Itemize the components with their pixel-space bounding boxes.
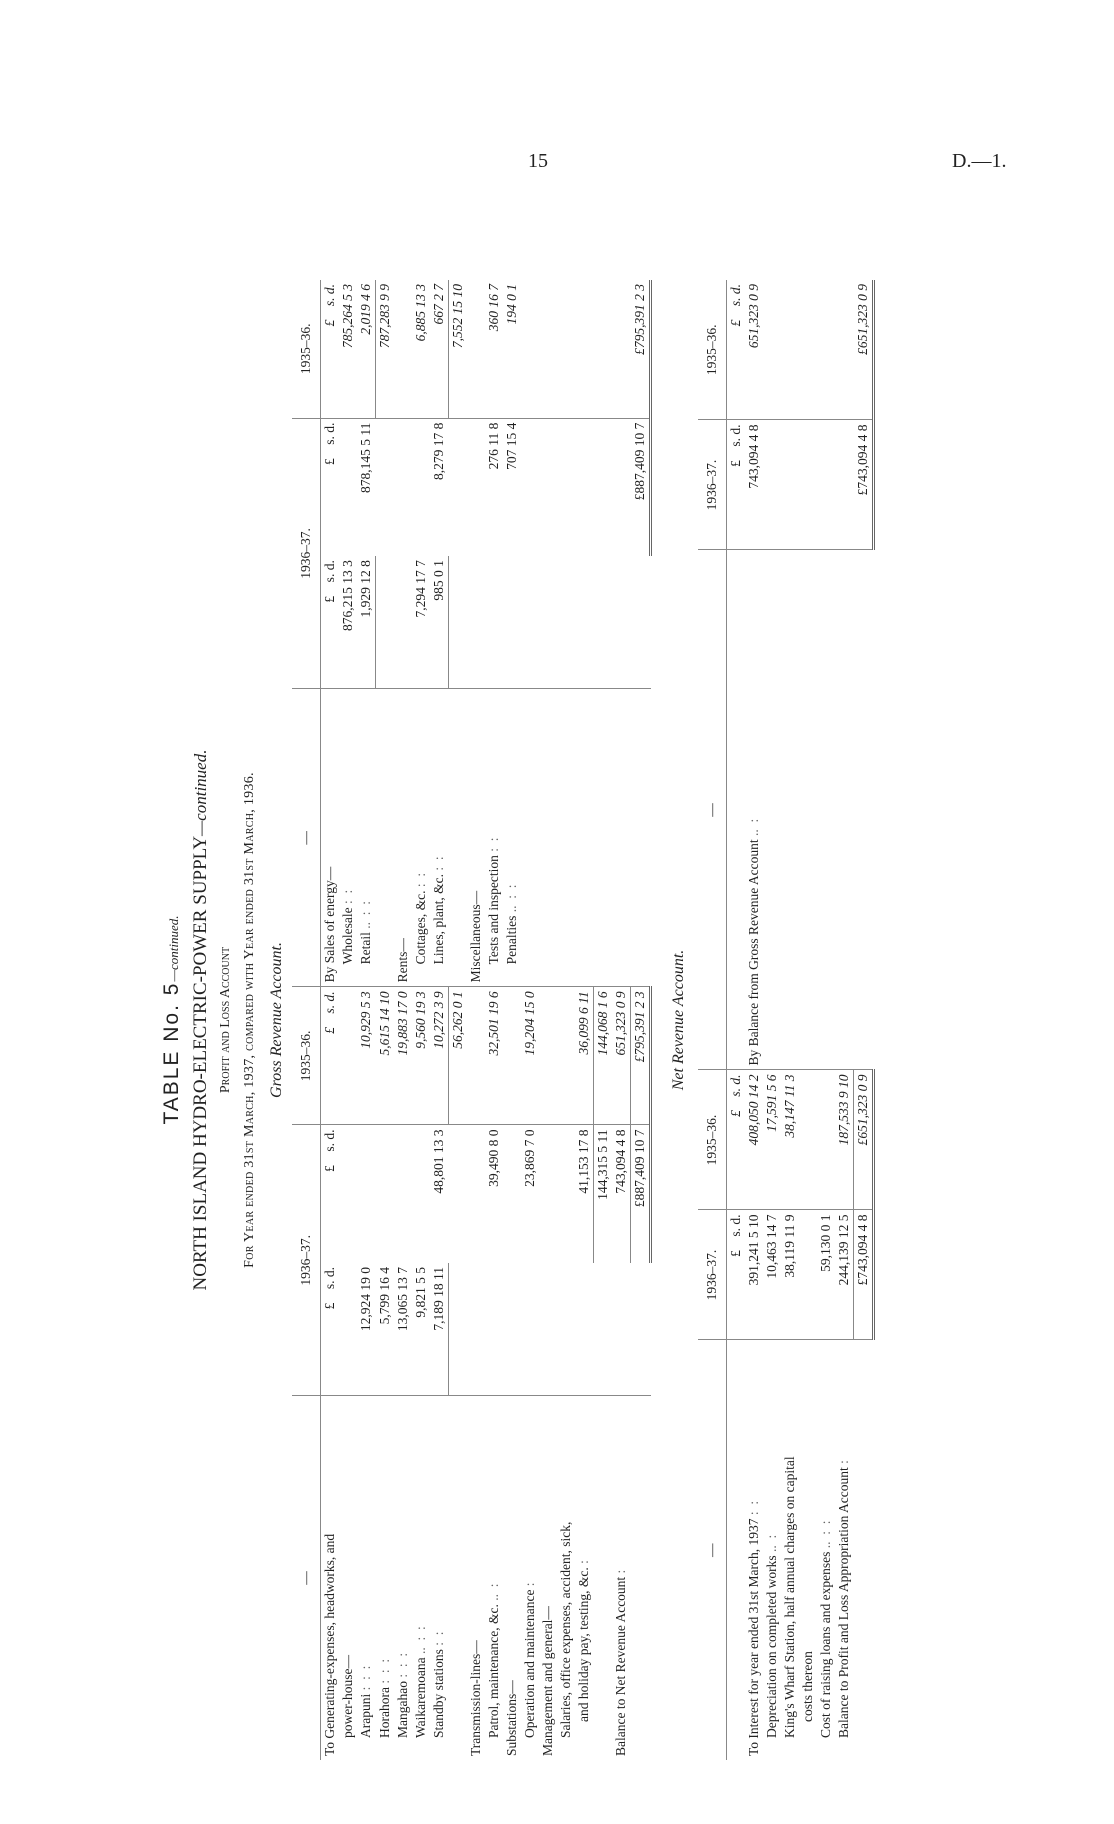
station-1936-37: 5,799 16 4 <box>376 1263 395 1396</box>
tests-1936-37: 276 11 8 <box>486 422 501 470</box>
balance-label: Balance to Net Revenue Account : <box>613 1569 628 1756</box>
station-1936-37: 12,924 19 0 <box>357 1263 376 1396</box>
subtitle: Profit and Loss Account <box>218 946 233 1094</box>
net-balance-1936-37: 743,094 4 8 <box>745 420 763 550</box>
table-row <box>321 280 340 1760</box>
wholesale-1935-36: 785,264 5 3 <box>339 280 357 418</box>
station-name: Horahora : : : <box>376 1658 392 1738</box>
net-right-total-1935-36: £651,323 0 9 <box>854 280 874 420</box>
lines-label: Lines, plant, &c. : : <box>430 689 449 987</box>
document-reference: D.—1. <box>952 150 1007 172</box>
mgmt-item: Salaries, office expenses, accident, sick, <box>558 1521 573 1738</box>
table-row <box>817 280 835 1760</box>
retail-1936-37: 1,929 12 8 <box>357 556 376 689</box>
rents-head: Rents— <box>394 689 412 987</box>
station-1935-36: 10,272 3 9 <box>430 987 449 1125</box>
sub-item: Operation and maintenance : <box>522 1582 537 1738</box>
table-row <box>357 280 376 1760</box>
rotated-table-sheet <box>150 240 1050 1800</box>
table-row <box>467 280 485 1760</box>
depreciation-1936-37: 10,463 14 7 <box>763 1210 781 1340</box>
trans-1936-37: 39,490 8 0 <box>486 1129 501 1187</box>
balance-1935-36: 651,323 0 9 <box>612 987 631 1125</box>
station-1936-37: 7,189 18 11 <box>430 1263 449 1396</box>
net-left-total-1935-36: £651,323 0 9 <box>854 1070 874 1210</box>
table-row <box>449 280 468 1760</box>
loans-1936-37: 59,130 0 1 <box>817 1210 835 1340</box>
gen-total-1935-36: 56,262 0 1 <box>449 987 468 1125</box>
penalties-label: Penalties .. : : <box>503 689 521 987</box>
gross-right-total-1935-36: £795,391 2 3 <box>631 280 651 418</box>
net-left-total-1936-37: £743,094 4 8 <box>854 1210 874 1340</box>
table-row <box>376 280 395 1760</box>
gen-head: To Generating-expenses, headworks, and <box>322 1533 337 1756</box>
table-row <box>430 280 449 1760</box>
gross-right-dash: — <box>292 689 321 987</box>
balance-1936-37: 743,094 4 8 <box>612 1125 631 1263</box>
lsd-units: £ s. d. <box>727 1070 746 1210</box>
gross-left-dash: — <box>292 1396 321 1760</box>
net-revenue-title: Net Revenue Account. <box>670 949 687 1091</box>
table-row <box>631 280 651 1760</box>
table-row <box>539 280 557 1760</box>
station-name: Standby stations : : <box>431 1631 446 1738</box>
table-row <box>612 280 631 1760</box>
lsd-units: £ s. d. <box>321 556 340 689</box>
table-row <box>575 280 594 1760</box>
gross-header-row <box>292 280 321 1760</box>
table-row <box>727 280 746 1760</box>
sales-head: By Sales of energy— <box>321 689 340 987</box>
subtotal-1936-37: 144,315 5 11 <box>595 1129 610 1200</box>
gross-right-1935-36: 1935–36. <box>292 280 321 418</box>
station-name: Waikaremoana .. : : <box>413 1626 428 1738</box>
table-row <box>594 280 613 1760</box>
table-row <box>394 280 412 1760</box>
net-left-dash: — <box>698 1340 727 1760</box>
mgmt-head: Management and general— <box>540 1606 555 1756</box>
main-title <box>190 240 212 1800</box>
gross-right-1936-37: 1936–37. <box>292 418 321 689</box>
subtotal-1935-36: 144,068 1 6 <box>594 987 613 1125</box>
gen-head-2: power-house— <box>340 1655 355 1738</box>
kings-wharf-1935-36: 38,147 11 3 <box>781 1070 799 1210</box>
net-left-1936-37: 1936–37. <box>698 1210 727 1340</box>
gross-left-1936-37: 1936–37. <box>292 1125 321 1396</box>
table-row <box>781 280 799 1760</box>
kings-wharf-1936-37: 38,119 11 9 <box>781 1210 799 1340</box>
main-title-text: NORTH ISLAND HYDRO-ELECTRIC-POWER SUPPLY <box>190 835 211 1291</box>
table-row <box>799 280 817 1760</box>
lsd-units: £ s. d. <box>321 1263 340 1396</box>
tests-label: Tests and inspection : : <box>485 689 503 987</box>
gen-total-1936-37: 48,801 13 3 <box>431 1129 446 1194</box>
rents-total-1935-36: 7,552 15 10 <box>449 280 468 418</box>
wholesale-label: Wholesale : : <box>339 689 357 987</box>
kings-wharf-label: King's Wharf Station, half annual charges on capital <box>782 1456 797 1738</box>
lsd-units: £ s. d. <box>322 1129 337 1172</box>
table-row <box>835 280 854 1760</box>
net-right-1936-37: 1936–37. <box>698 420 727 550</box>
gross-left-total-1935-36: £795,391 2 3 <box>631 987 651 1125</box>
gross-left-1935-36: 1935–36. <box>292 987 321 1125</box>
station-1936-37: 9,821 5 5 <box>412 1263 430 1396</box>
table-number-continued: —continued. <box>166 915 181 982</box>
loans-label: Cost of raising loans and expenses .. : : <box>818 1520 833 1738</box>
sales-total-1936-37: 878,145 5 11 <box>358 422 373 493</box>
lsd-units: £ s. d. <box>322 422 337 466</box>
lines-1935-36: 667 2 7 <box>430 280 449 418</box>
period-title: For Year ended 31st March, 1937, compared with Year ended 31st March, 1936. <box>242 772 257 1268</box>
net-header-row <box>698 280 727 1760</box>
main-title-continued: —continued. <box>191 749 210 836</box>
wholesale-1936-37: 876,215 13 3 <box>339 556 357 689</box>
gross-right-total-1936-37: £887,409 10 7 <box>631 418 651 556</box>
misc-head: Miscellaneous— <box>467 689 485 987</box>
station-1935-36: 5,615 14 10 <box>376 987 395 1125</box>
penalties-1936-37: 707 15 4 <box>504 422 519 470</box>
trans-head: Transmission-lines— <box>468 1640 483 1756</box>
retail-label: Retail .. : : <box>357 689 376 987</box>
table-row <box>503 280 521 1760</box>
lsd-units: £ s. d. <box>727 280 746 420</box>
gross-revenue-title: Gross Revenue Account. <box>268 942 285 1098</box>
lsd-units: £ s. d. <box>727 1210 746 1340</box>
lsd-units: £ s. d. <box>321 987 340 1125</box>
depreciation-1935-36: 17,591 5 6 <box>763 1070 781 1210</box>
net-right-total-1936-37: £743,094 4 8 <box>854 420 874 550</box>
table-number-title <box>160 240 184 1800</box>
mgmt-1935-36: 36,099 6 11 <box>575 987 594 1125</box>
station-1936-37: 13,065 13 7 <box>394 1263 412 1396</box>
table-row <box>763 280 781 1760</box>
lsd-units: £ s. d. <box>727 420 746 550</box>
interest-label: To Interest for year ended 31st March, 1937 : : <box>746 1500 761 1756</box>
table-row <box>412 280 430 1760</box>
sub-1935-36: 19,204 15 0 <box>521 987 539 1125</box>
rents-total-1936-37: 8,279 17 8 <box>431 422 446 480</box>
cottages-label: Cottages, &c. : : <box>412 689 430 987</box>
station-name: Mangahao : : : <box>395 1652 410 1738</box>
cottages-1936-37: 7,294 17 7 <box>412 556 430 689</box>
station-1935-36: 9,560 19 3 <box>412 987 430 1125</box>
penalties-1935-36: 194 0 1 <box>503 280 521 418</box>
net-right-1935-36: 1935–36. <box>698 280 727 420</box>
table-row <box>339 280 357 1760</box>
net-balance-label: By Balance from Gross Revenue Account .. : <box>745 550 763 1070</box>
interest-1936-37: 391,241 5 10 <box>745 1210 763 1340</box>
tests-1935-36: 360 16 7 <box>485 280 503 418</box>
net-balance-1935-36: 651,323 0 9 <box>745 280 763 420</box>
depreciation-label: Depreciation on completed works .. : <box>764 1534 779 1738</box>
sub-head: Substations— <box>504 1680 519 1756</box>
mgmt-item-2: and holiday pay, testing, &c. : <box>576 1560 591 1722</box>
lsd-units: £ s. d. <box>321 280 340 418</box>
station-name: Arapuni : : : <box>358 1665 373 1738</box>
appropriation-1935-36: 187,533 9 10 <box>835 1070 854 1210</box>
table-row <box>521 280 539 1760</box>
gross-left-total-1936-37: £887,409 10 7 <box>631 1125 651 1263</box>
trans-1935-36: 32,501 19 6 <box>485 987 503 1125</box>
appropriation-label: Balance to Profit and Loss Appropriation Account : <box>836 1460 851 1738</box>
station-1935-36: 19,883 17 0 <box>394 987 412 1125</box>
kings-wharf-label-2: costs thereon <box>800 1651 815 1722</box>
table-row <box>485 280 503 1760</box>
page-number: 15 <box>528 150 548 172</box>
station-1935-36: 10,929 5 3 <box>357 987 376 1125</box>
sales-total-1935-36: 787,283 9 9 <box>376 280 395 418</box>
sub-1936-37: 23,869 7 0 <box>522 1129 537 1187</box>
loans-1935-36 <box>817 1070 835 1210</box>
table-number: TABLE No. 5 <box>160 981 183 1125</box>
net-left-1935-36: 1935–36. <box>698 1070 727 1210</box>
gross-revenue-table <box>292 280 652 1760</box>
cottages-1935-36: 6,885 13 3 <box>412 280 430 418</box>
net-revenue-table <box>698 280 875 1760</box>
table-row <box>745 280 763 1760</box>
retail-1935-36: 2,019 4 6 <box>357 280 376 418</box>
lines-1936-37: 985 0 1 <box>430 556 449 689</box>
mgmt-1936-37: 41,153 17 8 <box>575 1125 594 1263</box>
trans-item: Patrol, maintenance, &c. .. : <box>486 1583 501 1738</box>
appropriation-1936-37: 244,139 12 5 <box>835 1210 854 1340</box>
net-right-dash: — <box>698 550 727 1070</box>
interest-1935-36: 408,050 14 2 <box>745 1070 763 1210</box>
table-row <box>854 280 874 1760</box>
table-row <box>557 280 575 1760</box>
